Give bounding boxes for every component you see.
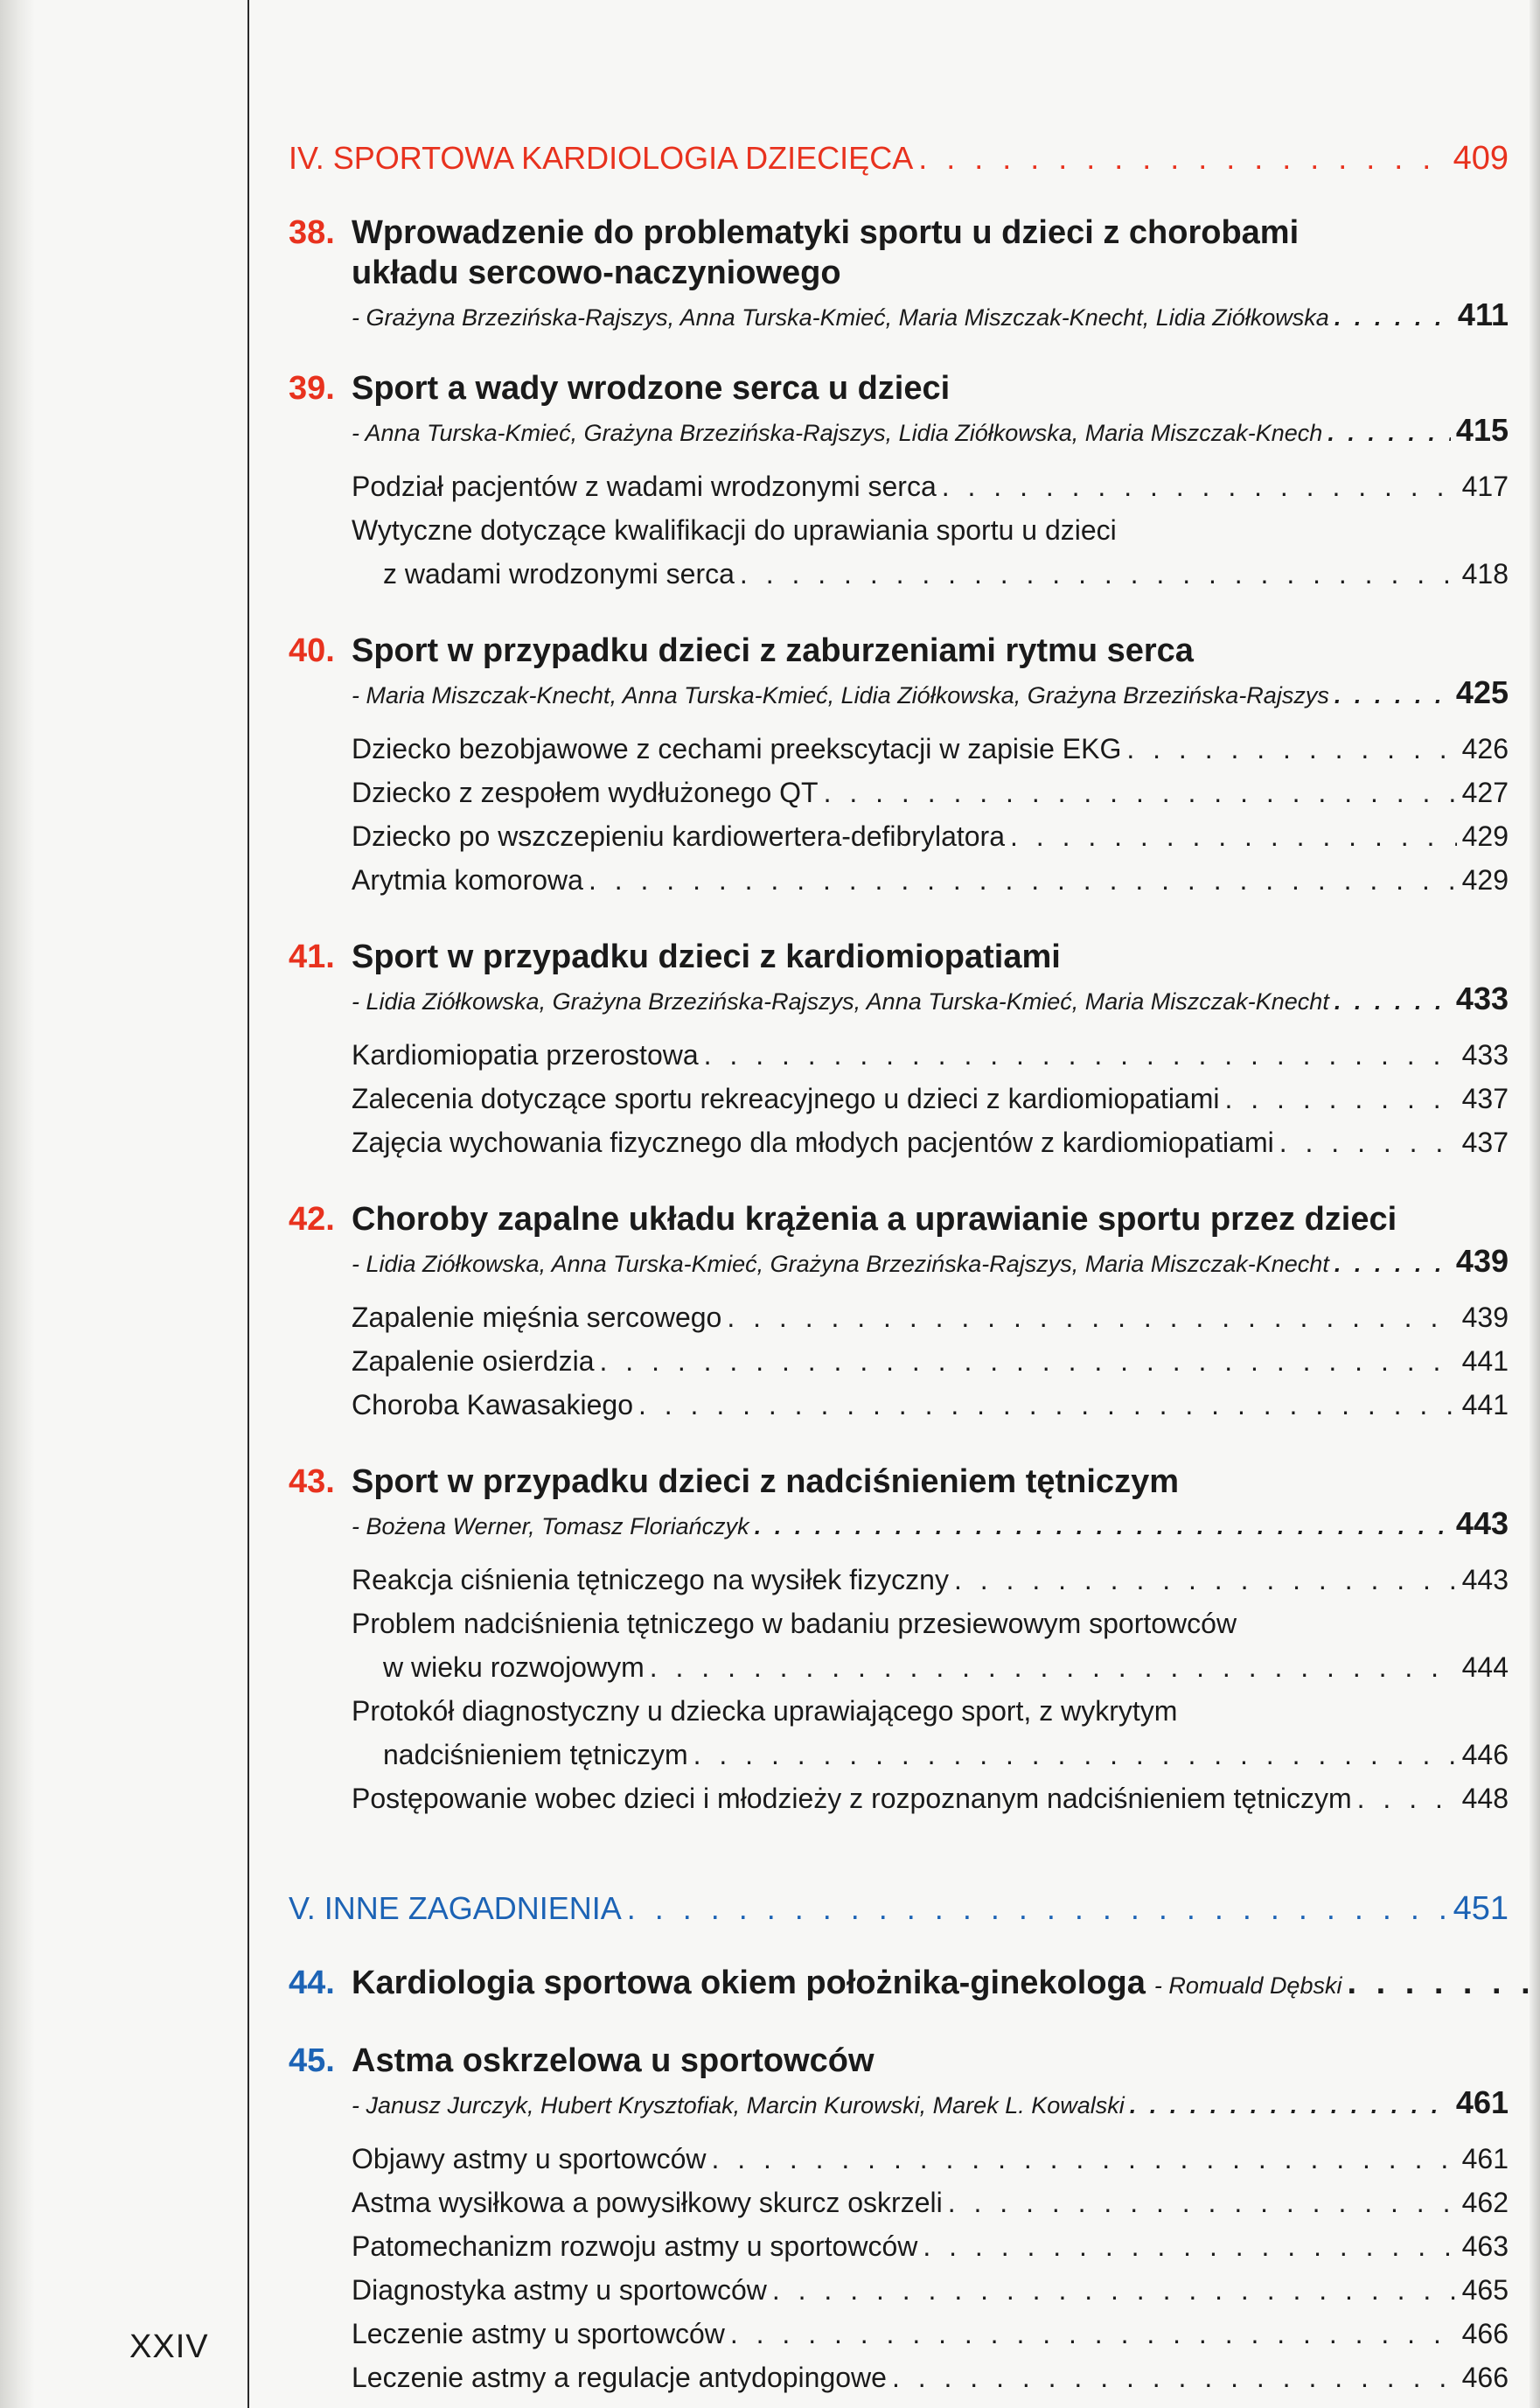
subsection-title: Reakcja ciśnienia tętniczego na wysiłek fizyczny <box>352 1564 949 1595</box>
subsection-title: Dziecko z zespołem wydłużonego QT <box>352 777 819 808</box>
leader-dots <box>892 2356 1457 2399</box>
subsection-row <box>352 727 1509 771</box>
subsection-entry[interactable] <box>289 1383 1509 1427</box>
chapter-authors: - Lidia Ziółkowska, Grażyna Brzezińska-Rajszys, Anna Turska-Kmieć, Maria Miszczak-Knecht <box>352 988 1329 1015</box>
chapter-heading[interactable] <box>289 368 1509 408</box>
subsection-entry[interactable] <box>289 2268 1509 2312</box>
chapter-authors-row <box>289 2084 1509 2121</box>
chapter-authors-row <box>289 297 1509 333</box>
chapter-number: 45. <box>289 2042 335 2079</box>
subsection-title: Objawy astmy u sportowców <box>352 2143 707 2174</box>
chapter-heading[interactable] <box>289 1199 1509 1239</box>
subsection-page: 437 <box>1461 1127 1509 1158</box>
subsection-page: 437 <box>1461 1083 1509 1114</box>
page-number: XXIV <box>129 2328 209 2365</box>
subsection-entry[interactable] <box>289 2356 1509 2399</box>
subsection-title: Diagnostyka astmy u sportowców <box>352 2274 767 2306</box>
subsection-title: Podział pacjentów z wadami wrodzonymi serca <box>352 471 937 502</box>
chapter-authors: - Anna Turska-Kmieć, Grażyna Brzezińska-Rajszys, Lidia Ziółkowska, Maria Miszczak-Knech <box>352 420 1323 446</box>
subsection-title: Leczenie astmy u sportowców <box>352 2318 725 2349</box>
subsection-row <box>352 1645 1509 1689</box>
leader-dots <box>650 1645 1457 1689</box>
chapter-title-line: Astma oskrzelowa u sportowców <box>352 2042 875 2079</box>
leader-dots <box>730 2312 1457 2356</box>
subsection-title-line: Protokół diagnostyczny u dziecka uprawiającego sport, z wykrytym <box>352 1695 1178 1727</box>
chapter-title-row <box>352 1963 1540 2006</box>
subsection-page: 444 <box>1461 1651 1509 1683</box>
subsection-page: 461 <box>1461 2143 1509 2174</box>
subsection-title-line: Wytyczne dotyczące kwalifikacji do uprawiania sportu u dzieci <box>352 514 1117 546</box>
chapter-heading[interactable] <box>289 937 1509 977</box>
subsection-entry[interactable] <box>289 858 1509 902</box>
subsection-entry[interactable] <box>289 1602 1509 1689</box>
subsection-entry[interactable] <box>289 1033 1509 1077</box>
subsection-row <box>352 2312 1509 2356</box>
subsection-title: Zajęcia wychowania fizycznego dla młodych pacjentów z kardiomiopatiami <box>352 1127 1274 1158</box>
subsection-title: Zapalenie mięśnia sercowego <box>352 1302 722 1333</box>
subsection-list <box>289 727 1509 902</box>
subsection-page: 443 <box>1461 1564 1509 1595</box>
subsection-title: Dziecko bezobjawowe z cechami preekscytacji w zapisie EKG <box>352 733 1122 764</box>
chapter-number: 42. <box>289 1201 335 1238</box>
leader-dots <box>1334 682 1451 709</box>
leader-dots <box>918 140 1447 177</box>
leader-dots <box>772 2268 1457 2312</box>
subsection-title: Astma wysiłkowa a powysiłkowy skurcz oskrzeli <box>352 2187 943 2218</box>
subsection-list <box>289 1558 1509 1820</box>
page-edge <box>1530 0 1540 2408</box>
chapter-entry <box>289 631 1509 902</box>
chapter-authors-row <box>289 674 1509 711</box>
leader-dots <box>1357 1776 1457 1820</box>
subsection-page: 465 <box>1461 2274 1509 2306</box>
table-of-contents <box>289 140 1509 2399</box>
chapter-title: Kardiologia sportowa okiem położnika-ginekologa <box>352 1965 1146 2001</box>
chapter-page: 425 <box>1455 674 1509 710</box>
chapter-title <box>352 1199 1509 1239</box>
subsection-entry[interactable] <box>289 1077 1509 1120</box>
subsection-entry[interactable] <box>289 2312 1509 2356</box>
chapter-number: 41. <box>289 939 335 975</box>
leader-dots <box>1334 988 1451 1016</box>
subsection-entry[interactable] <box>289 1295 1509 1339</box>
chapter-authors: - Grażyna Brzezińska-Rajszys, Anna Turska-Kmieć, Maria Miszczak-Knecht, Lidia Ziółkowska <box>352 304 1329 331</box>
leader-dots <box>942 464 1457 508</box>
subsection-page: 417 <box>1461 471 1509 502</box>
chapter-entry <box>289 2041 1509 2399</box>
leader-dots <box>589 858 1457 902</box>
subsection-page: 429 <box>1461 864 1509 896</box>
subsection-page: 463 <box>1461 2230 1509 2262</box>
subsection-page: 429 <box>1461 820 1509 852</box>
chapter-title-line: układu sercowo-naczyniowego <box>352 255 841 291</box>
subsection-title: Patomechanizm rozwoju astmy u sportowców <box>352 2230 918 2262</box>
chapter-authors-row <box>289 1505 1509 1542</box>
section-title: V. INNE ZAGADNIENIA <box>289 1890 622 1926</box>
subsection-row <box>352 814 1509 858</box>
chapter-authors: - Maria Miszczak-Knecht, Anna Turska-Kmieć, Lidia Ziółkowska, Grażyna Brzezińska-Rajszys <box>352 682 1329 708</box>
subsection-row <box>352 771 1509 814</box>
subsection-row <box>352 1077 1509 1120</box>
leader-dots <box>1347 1963 1540 2003</box>
subsection-entry[interactable] <box>289 2224 1509 2268</box>
chapter-title <box>352 213 1509 293</box>
subsection-row <box>352 2356 1509 2399</box>
chapter-entry <box>289 1199 1509 1427</box>
chapter-page: 439 <box>1455 1243 1509 1279</box>
chapter-title-line: Wprowadzenie do problematyki sportu u dzieci z chorobami <box>352 214 1300 251</box>
subsection-entry[interactable] <box>289 508 1509 596</box>
subsection-row <box>352 1733 1509 1776</box>
subsection-row <box>352 1383 1509 1427</box>
section-gap <box>289 1820 1509 1890</box>
subsection-row <box>352 1120 1509 1164</box>
subsection-row <box>352 552 1509 596</box>
subsection-row <box>352 464 1509 508</box>
chapter-heading[interactable] <box>289 2041 1509 2081</box>
leader-dots <box>923 2224 1456 2268</box>
chapter-title <box>352 937 1509 977</box>
subsection-title: w wieku rozwojowym <box>383 1651 645 1683</box>
subsection-row <box>352 1295 1509 1339</box>
subsection-entry[interactable] <box>289 1689 1509 1776</box>
chapter-title-line: Sport a wady wrodzone serca u dzieci <box>352 370 951 407</box>
subsection-entry[interactable] <box>289 814 1509 858</box>
leader-dots <box>755 1513 1451 1540</box>
chapter-authors: - Bożena Werner, Tomasz Floriańczyk <box>352 1513 749 1539</box>
chapter-heading[interactable] <box>289 1462 1509 1502</box>
leader-dots <box>1224 1077 1456 1120</box>
chapter-authors-row <box>289 1243 1509 1280</box>
chapter-authors: - Janusz Jurczyk, Hubert Krysztofiak, Marcin Kurowski, Marek L. Kowalski <box>352 2092 1125 2118</box>
leader-dots <box>740 552 1457 596</box>
chapter-authors: - Lidia Ziółkowska, Anna Turska-Kmieć, Grażyna Brzezińska-Rajszys, Maria Miszczak-Knecht <box>352 1251 1329 1277</box>
chapter-authors-row <box>289 412 1509 449</box>
subsection-title: Arytmia komorowa <box>352 864 583 896</box>
subsection-title: Kardiomiopatia przerostowa <box>352 1039 699 1071</box>
chapter-number: 39. <box>289 370 335 407</box>
subsection-title-line: Problem nadciśnienia tętniczego w badaniu przesiewowym sportowców <box>352 1608 1237 1639</box>
chapter-number: 38. <box>289 214 335 251</box>
leader-dots <box>954 1558 1457 1602</box>
subsection-title: Zalecenia dotyczące sportu rekreacyjnego u dzieci z kardiomiopatiami <box>352 1083 1220 1114</box>
subsection-entry[interactable] <box>289 771 1509 814</box>
book-spine-shadow <box>0 0 35 2408</box>
chapter-heading[interactable] <box>289 631 1509 671</box>
leader-dots <box>1130 2092 1451 2119</box>
subsection-title: nadciśnieniem tętniczym <box>383 1739 688 1770</box>
subsection-page: 441 <box>1461 1389 1509 1420</box>
subsection-title: z wadami wrodzonymi serca <box>383 558 735 590</box>
section-page: 409 <box>1453 140 1509 177</box>
section-page: 451 <box>1453 1890 1509 1927</box>
subsection-page: 427 <box>1461 777 1509 808</box>
chapter-title-line: Sport w przypadku dzieci z kardiomiopatiami <box>352 939 1061 975</box>
chapter-number: 43. <box>289 1463 335 1500</box>
chapter-entry <box>289 368 1509 596</box>
subsection-row <box>352 1033 1509 1077</box>
leader-dots <box>1010 814 1457 858</box>
subsection-title: Choroba Kawasakiego <box>352 1389 633 1420</box>
subsection-row <box>352 1776 1509 1820</box>
subsection-row <box>352 858 1509 902</box>
chapter-title <box>352 1462 1509 1502</box>
section-title: IV. SPORTOWA KARDIOLOGIA DZIECIĘCA <box>289 140 914 176</box>
chapter-heading[interactable] <box>289 213 1509 293</box>
chapter-number: 40. <box>289 632 335 669</box>
leader-dots <box>1334 304 1453 332</box>
chapter-entry <box>289 1963 1509 2006</box>
subsection-entry[interactable] <box>289 2181 1509 2224</box>
subsection-entry[interactable] <box>289 1339 1509 1383</box>
chapter-title-line: Choroby zapalne układu krążenia a uprawianie sportu przez dzieci <box>352 1201 1397 1238</box>
subsection-list <box>289 1295 1509 1427</box>
subsection-title: Leczenie astmy a regulacje antydopingowe <box>352 2362 887 2393</box>
margin-rule <box>247 0 249 2408</box>
subsection-page: 462 <box>1461 2187 1509 2218</box>
subsection-page: 441 <box>1461 1345 1509 1377</box>
leader-dots <box>704 1033 1457 1077</box>
subsection-entry[interactable] <box>289 727 1509 771</box>
subsection-page: 448 <box>1461 1783 1509 1814</box>
subsection-entry[interactable] <box>289 1558 1509 1602</box>
chapter-number: 44. <box>289 1965 335 2001</box>
subsection-row <box>352 2224 1509 2268</box>
chapter-entry <box>289 213 1509 333</box>
leader-dots <box>1279 1120 1457 1164</box>
section-heading[interactable] <box>289 140 1509 178</box>
chapter-page: 443 <box>1455 1505 1509 1541</box>
subsection-page: 426 <box>1461 733 1509 764</box>
chapter-title <box>352 2041 1509 2081</box>
subsection-page: 418 <box>1461 558 1509 590</box>
subsection-page: 439 <box>1461 1302 1509 1333</box>
leader-dots <box>1334 1251 1451 1278</box>
chapter-title <box>352 368 1509 408</box>
subsection-page: 466 <box>1461 2318 1509 2349</box>
leader-dots <box>627 1890 1448 1927</box>
subsection-row <box>352 2268 1509 2312</box>
subsection-page: 466 <box>1461 2362 1509 2393</box>
subsection-list <box>289 464 1509 596</box>
leader-dots <box>638 1383 1457 1427</box>
subsection-entry[interactable] <box>289 1776 1509 1820</box>
leader-dots <box>1327 420 1451 447</box>
leader-dots <box>948 2181 1457 2224</box>
chapter-title-line: Sport w przypadku dzieci z zaburzeniami rytmu serca <box>352 632 1194 669</box>
chapter-authors-row <box>289 981 1509 1017</box>
subsection-entry[interactable] <box>289 1120 1509 1164</box>
subsection-page: 446 <box>1461 1739 1509 1770</box>
subsection-title: Zapalenie osierdzia <box>352 1345 595 1377</box>
leader-dots <box>824 771 1457 814</box>
subsection-row <box>352 2137 1509 2181</box>
chapter-page: 433 <box>1455 981 1509 1016</box>
leader-dots <box>711 2137 1456 2181</box>
chapter-page: 411 <box>1457 297 1509 332</box>
subsection-title: Dziecko po wszczepieniu kardiowertera-defibrylatora <box>352 820 1005 852</box>
subsection-list <box>289 1033 1509 1164</box>
chapter-title <box>352 631 1509 671</box>
chapter-page: 461 <box>1455 2084 1509 2120</box>
subsection-page: 433 <box>1461 1039 1509 1071</box>
chapter-title-line: Sport w przypadku dzieci z nadciśnieniem tętniczym <box>352 1463 1179 1500</box>
chapter-page: 415 <box>1455 412 1509 448</box>
subsection-entry[interactable] <box>289 2137 1509 2181</box>
chapter-entry <box>289 1462 1509 1820</box>
subsection-title: Postępowanie wobec dzieci i młodzieży z rozpoznanym nadciśnieniem tętniczym <box>352 1783 1352 1814</box>
chapter-authors: - Romuald Dębski <box>1153 1972 1342 1999</box>
leader-dots <box>727 1295 1456 1339</box>
subsection-row <box>352 2181 1509 2224</box>
subsection-list <box>289 2137 1509 2399</box>
section-heading[interactable] <box>289 1890 1509 1928</box>
chapter-heading[interactable] <box>289 1963 1509 2006</box>
subsection-entry[interactable] <box>289 464 1509 508</box>
leader-dots <box>600 1339 1457 1383</box>
leader-dots <box>1126 727 1456 771</box>
leader-dots <box>693 1733 1457 1776</box>
subsection-row <box>352 1339 1509 1383</box>
chapter-entry <box>289 937 1509 1164</box>
subsection-row <box>352 1558 1509 1602</box>
